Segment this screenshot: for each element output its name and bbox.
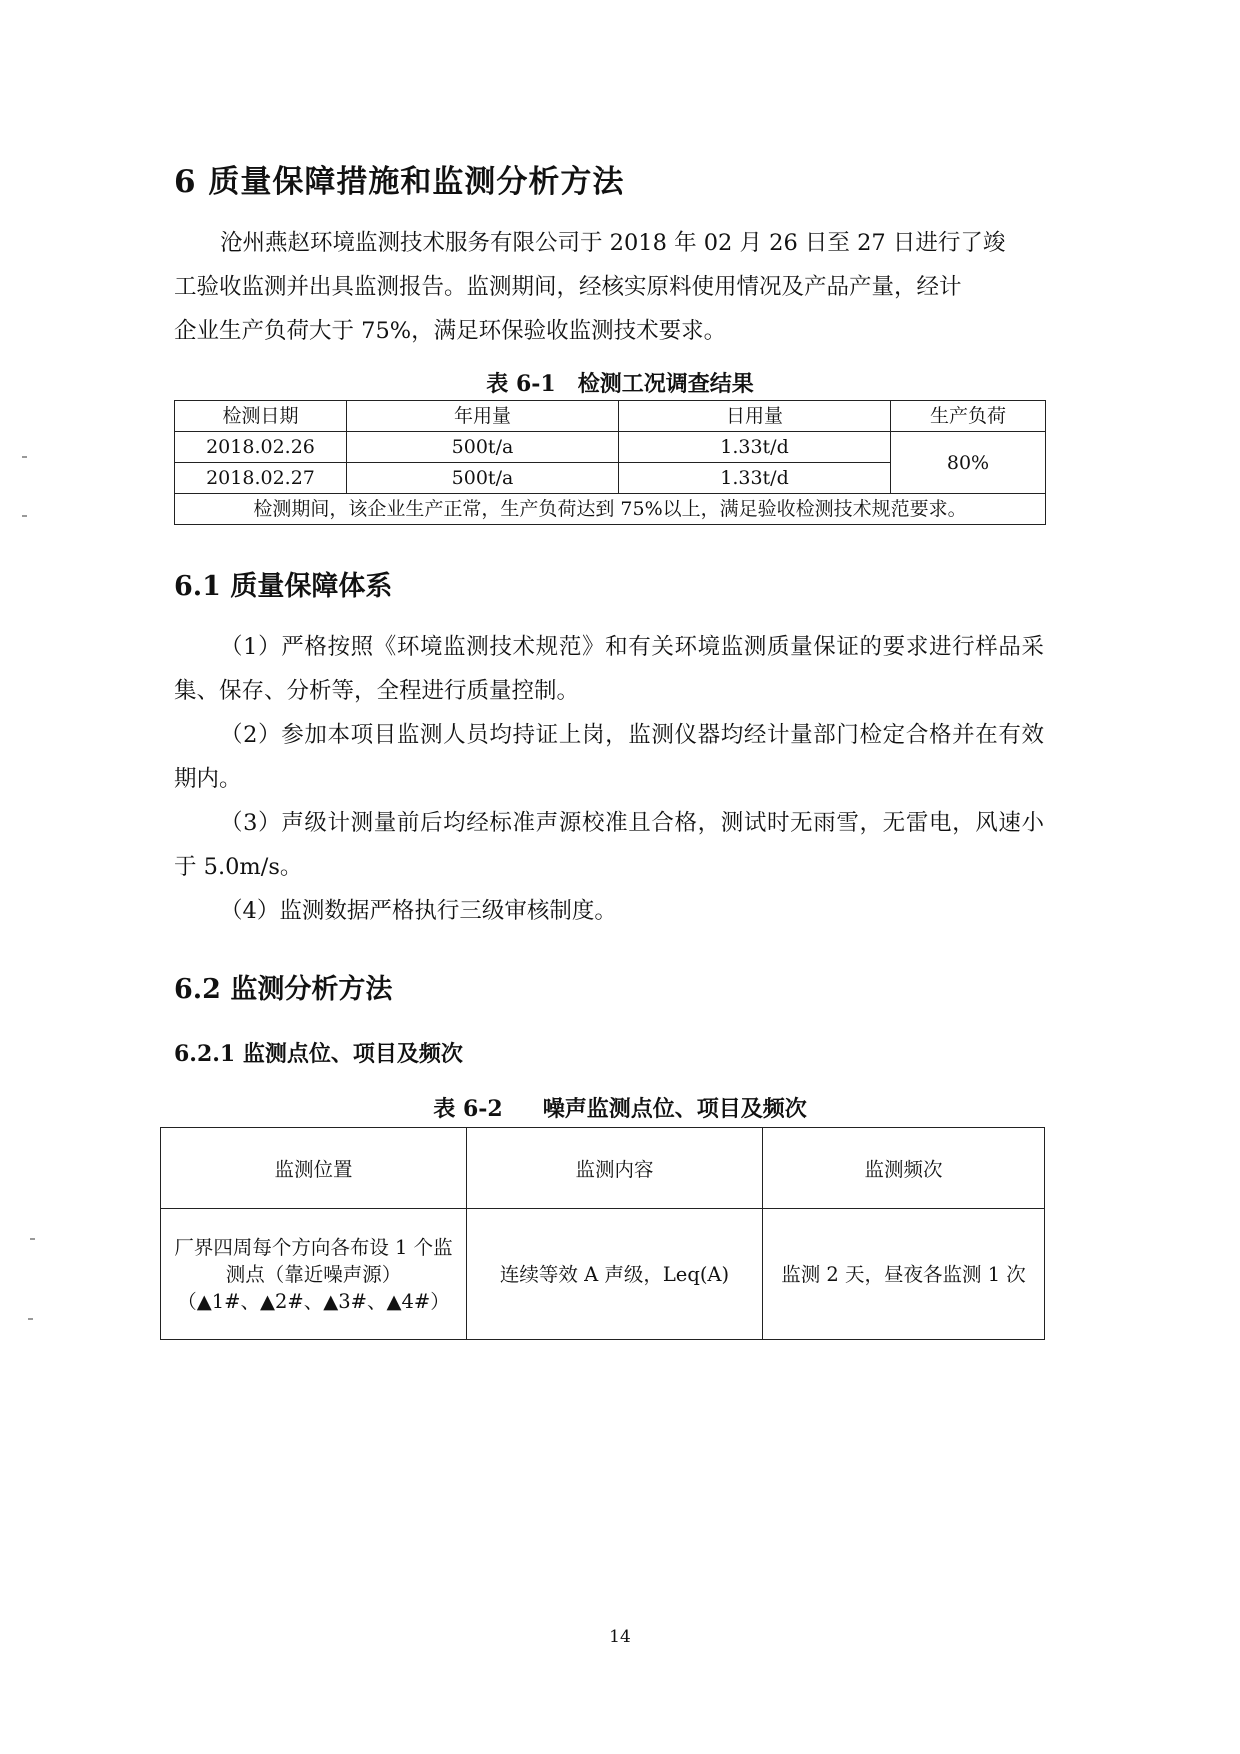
annual-usage-cell: 500t/a xyxy=(347,463,619,494)
table2-caption xyxy=(0,1092,1240,1123)
quality-item-3: （3）声级计测量前后均经标准声源校准且合格，测试时无雨雪，无雷电，风速小于 5.0m/s。 xyxy=(174,810,1044,880)
production-load-cell: 80% xyxy=(891,432,1046,494)
table2-caption-number: 表 6-2 xyxy=(433,1096,503,1122)
table2-caption-title: 噪声监测点位、项目及频次 xyxy=(542,1096,807,1122)
header-cell: 监测内容 xyxy=(467,1128,763,1209)
table-header-row xyxy=(161,1128,1045,1209)
daily-usage-cell: 1.33t/d xyxy=(619,432,891,463)
header-cell: 生产负荷 xyxy=(891,401,1046,432)
header-cell: 监测位置 xyxy=(161,1128,467,1209)
scan-mark xyxy=(28,1318,33,1320)
date-cell: 2018.02.27 xyxy=(175,463,347,494)
page-number: 14 xyxy=(609,1627,631,1647)
table-note: 检测期间，该企业生产正常，生产负荷达到 75%以上，满足验收检测技术规范要求。 xyxy=(175,494,1046,525)
scan-mark xyxy=(22,456,27,458)
header-cell: 日用量 xyxy=(619,401,891,432)
section-6-2-1-heading: 6.2.1 监测点位、项目及频次 xyxy=(174,1041,463,1067)
working-condition-table xyxy=(174,400,1046,525)
intro-line: 企业生产负荷大于 75%，满足环保验收监测技术要求。 xyxy=(174,318,727,344)
quality-item-4: （4）监测数据严格执行三级审核制度。 xyxy=(220,898,617,924)
location-line: 测点（靠近噪声源） xyxy=(225,1262,402,1286)
location-line: （▲1#、▲2#、▲3#、▲4#） xyxy=(177,1289,450,1313)
section-6-1-heading: 6.1 质量保障体系 xyxy=(174,571,393,602)
table-note-row xyxy=(175,494,1046,525)
table1-caption xyxy=(0,367,1240,398)
scan-mark xyxy=(30,1238,35,1240)
frequency-cell: 监测 2 天，昼夜各监测 1 次 xyxy=(763,1209,1045,1340)
quality-item-1: （1）严格按照《环境监测技术规范》和有关环境监测质量保证的要求进行样品采集、保存、分析等，全程进行质量控制。 xyxy=(174,634,1044,704)
location-line: 厂界四周每个方向各布设 1 个监 xyxy=(174,1235,453,1259)
annual-usage-cell: 500t/a xyxy=(347,432,619,463)
header-cell: 监测频次 xyxy=(763,1128,1045,1209)
intro-line: 沧州燕赵环境监测技术服务有限公司于 2018 年 02 月 26 日至 27 日进行了竣 xyxy=(220,230,1006,256)
intro-line: 工验收监测并出具监测报告。监测期间，经核实原料使用情况及产品产量，经计 xyxy=(174,274,962,300)
table-row xyxy=(161,1209,1045,1340)
chapter-heading: 6 质量保障措施和监测分析方法 xyxy=(174,164,625,200)
daily-usage-cell: 1.33t/d xyxy=(619,463,891,494)
scan-mark xyxy=(22,515,27,517)
date-cell: 2018.02.26 xyxy=(175,432,347,463)
quality-item-2: （2）参加本项目监测人员均持证上岗，监测仪器均经计量部门检定合格并在有效期内。 xyxy=(174,722,1044,792)
table-row xyxy=(175,432,1046,463)
table1-caption-title: 检测工况调查结果 xyxy=(577,371,754,397)
table-header-row xyxy=(175,401,1046,432)
location-cell xyxy=(161,1209,467,1340)
section-6-2-heading: 6.2 监测分析方法 xyxy=(174,974,393,1005)
noise-monitoring-table xyxy=(160,1127,1045,1340)
header-cell: 检测日期 xyxy=(175,401,347,432)
table1-caption-number: 表 6-1 xyxy=(486,371,556,397)
content-cell: 连续等效 A 声级，Leq(A) xyxy=(467,1209,763,1340)
header-cell: 年用量 xyxy=(347,401,619,432)
